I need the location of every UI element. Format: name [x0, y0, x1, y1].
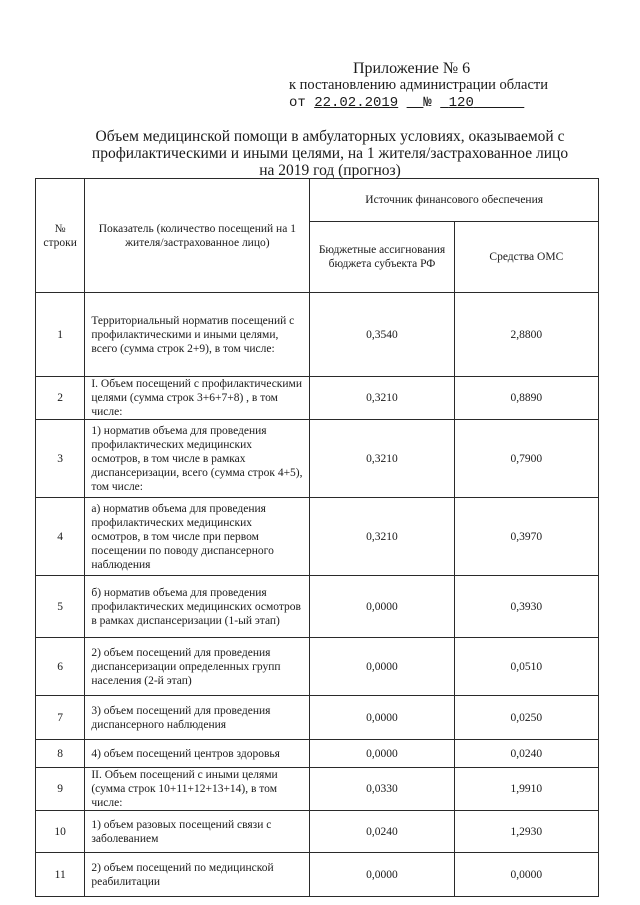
- table-row: [36, 740, 599, 768]
- document-title-line-1: Объем медицинской помощи в амбулаторных условиях, оказываемой с: [95, 128, 565, 145]
- row-number: 6: [36, 638, 85, 696]
- row-indicator: 4) объем посещений центров здоровья: [85, 740, 310, 768]
- row-oms-value: 0,0250: [454, 696, 598, 740]
- appendix-header: [289, 60, 548, 112]
- document-title-line-3: на 2019 год (прогноз): [259, 162, 401, 179]
- row-oms-value: 1,2930: [454, 811, 598, 853]
- table-row: [36, 498, 599, 576]
- header-row-number: № строки: [36, 179, 85, 293]
- row-budget-value: 0,0000: [310, 638, 454, 696]
- row-oms-value: 1,9910: [454, 768, 598, 811]
- row-number: 10: [36, 811, 85, 853]
- row-oms-value: 0,3930: [454, 576, 598, 638]
- table-row: [36, 638, 599, 696]
- header-oms: Средства ОМС: [454, 222, 598, 293]
- row-indicator: 3) объем посещений для проведения диспансерного наблюдения: [85, 696, 310, 740]
- row-number: 3: [36, 420, 85, 498]
- table-row: [36, 576, 599, 638]
- row-oms-value: 0,8890: [454, 377, 598, 420]
- row-budget-value: 0,0000: [310, 696, 454, 740]
- row-indicator: I. Объем посещений с профилактическими целями (сумма строк 3+6+7+8) , в том числе:: [85, 377, 310, 420]
- row-budget-value: 0,0000: [310, 576, 454, 638]
- header-indicator: Показатель (количество посещений на 1 жителя/застрахованное лицо): [85, 179, 310, 293]
- appendix-title: Приложение № 6: [352, 60, 471, 77]
- header-budget: Бюджетные ассигнования бюджета субъекта РФ: [310, 222, 454, 293]
- row-indicator: II. Объем посещений с иными целями (сумма строк 10+11+12+13+14), в том числе:: [85, 768, 310, 811]
- volume-table: [35, 178, 599, 897]
- row-budget-value: 0,0240: [310, 811, 454, 853]
- date-prefix: от: [288, 95, 306, 111]
- row-indicator: б) норматив объема для проведения профилактических медицинских осмотров в рамках диспансеризации (1-ый этап): [85, 576, 310, 638]
- row-oms-value: 0,7900: [454, 420, 598, 498]
- row-budget-value: 0,0000: [310, 853, 454, 897]
- row-number: 5: [36, 576, 85, 638]
- appendix-date: 22.02.2019: [314, 95, 399, 111]
- header-funding-source: Источник финансового обеспечения: [310, 179, 599, 222]
- table-row: [36, 377, 599, 420]
- table-row: [36, 853, 599, 897]
- table-row: [36, 768, 599, 811]
- document-title: [70, 128, 590, 179]
- table-row: [36, 420, 599, 498]
- row-number: 7: [36, 696, 85, 740]
- row-number: 8: [36, 740, 85, 768]
- document-title-line-2: профилактическими и иными целями, на 1 жителя/застрахованное лицо: [91, 145, 569, 162]
- row-oms-value: 0,3970: [454, 498, 598, 576]
- row-oms-value: 0,0000: [454, 853, 598, 897]
- row-oms-value: 2,8800: [454, 293, 598, 377]
- table-row: [36, 293, 599, 377]
- row-budget-value: 0,3210: [310, 377, 454, 420]
- row-indicator: 2) объем посещений для проведения диспансеризации определенных групп населения (2-й этап): [85, 638, 310, 696]
- row-number: 2: [36, 377, 85, 420]
- row-indicator: 1) объем разовых посещений связи с заболеванием: [85, 811, 310, 853]
- appendix-number: 120: [448, 95, 474, 111]
- row-indicator: 2) объем посещений по медицинской реабилитации: [85, 853, 310, 897]
- table-row: [36, 696, 599, 740]
- row-number: 9: [36, 768, 85, 811]
- row-oms-value: 0,0240: [454, 740, 598, 768]
- row-indicator: а) норматив объема для проведения профилактических медицинских осмотров, в том числе при первом посещении по поводу диспансерного наблюдения: [85, 498, 310, 576]
- row-indicator: 1) норматив объема для проведения профилактических медицинских осмотров, в том числе в рамках диспансеризации, всего (сумма строк 4+5), том числе:: [85, 420, 310, 498]
- row-number: 4: [36, 498, 85, 576]
- table-row: [36, 811, 599, 853]
- appendix-reference: к постановлению администрации области: [288, 77, 548, 93]
- row-budget-value: 0,3210: [310, 498, 454, 576]
- row-budget-value: 0,0330: [310, 768, 454, 811]
- row-oms-value: 0,0510: [454, 638, 598, 696]
- row-number: 1: [36, 293, 85, 377]
- row-budget-value: 0,3540: [310, 293, 454, 377]
- row-budget-value: 0,0000: [310, 740, 454, 768]
- row-budget-value: 0,3210: [310, 420, 454, 498]
- number-prefix: №: [423, 95, 432, 111]
- row-number: 11: [36, 853, 85, 897]
- row-indicator: Территориальный норматив посещений с профилактическими и иными целями, всего (сумма строк 2+9), в том числе:: [85, 293, 310, 377]
- appendix-date-line: [289, 95, 548, 112]
